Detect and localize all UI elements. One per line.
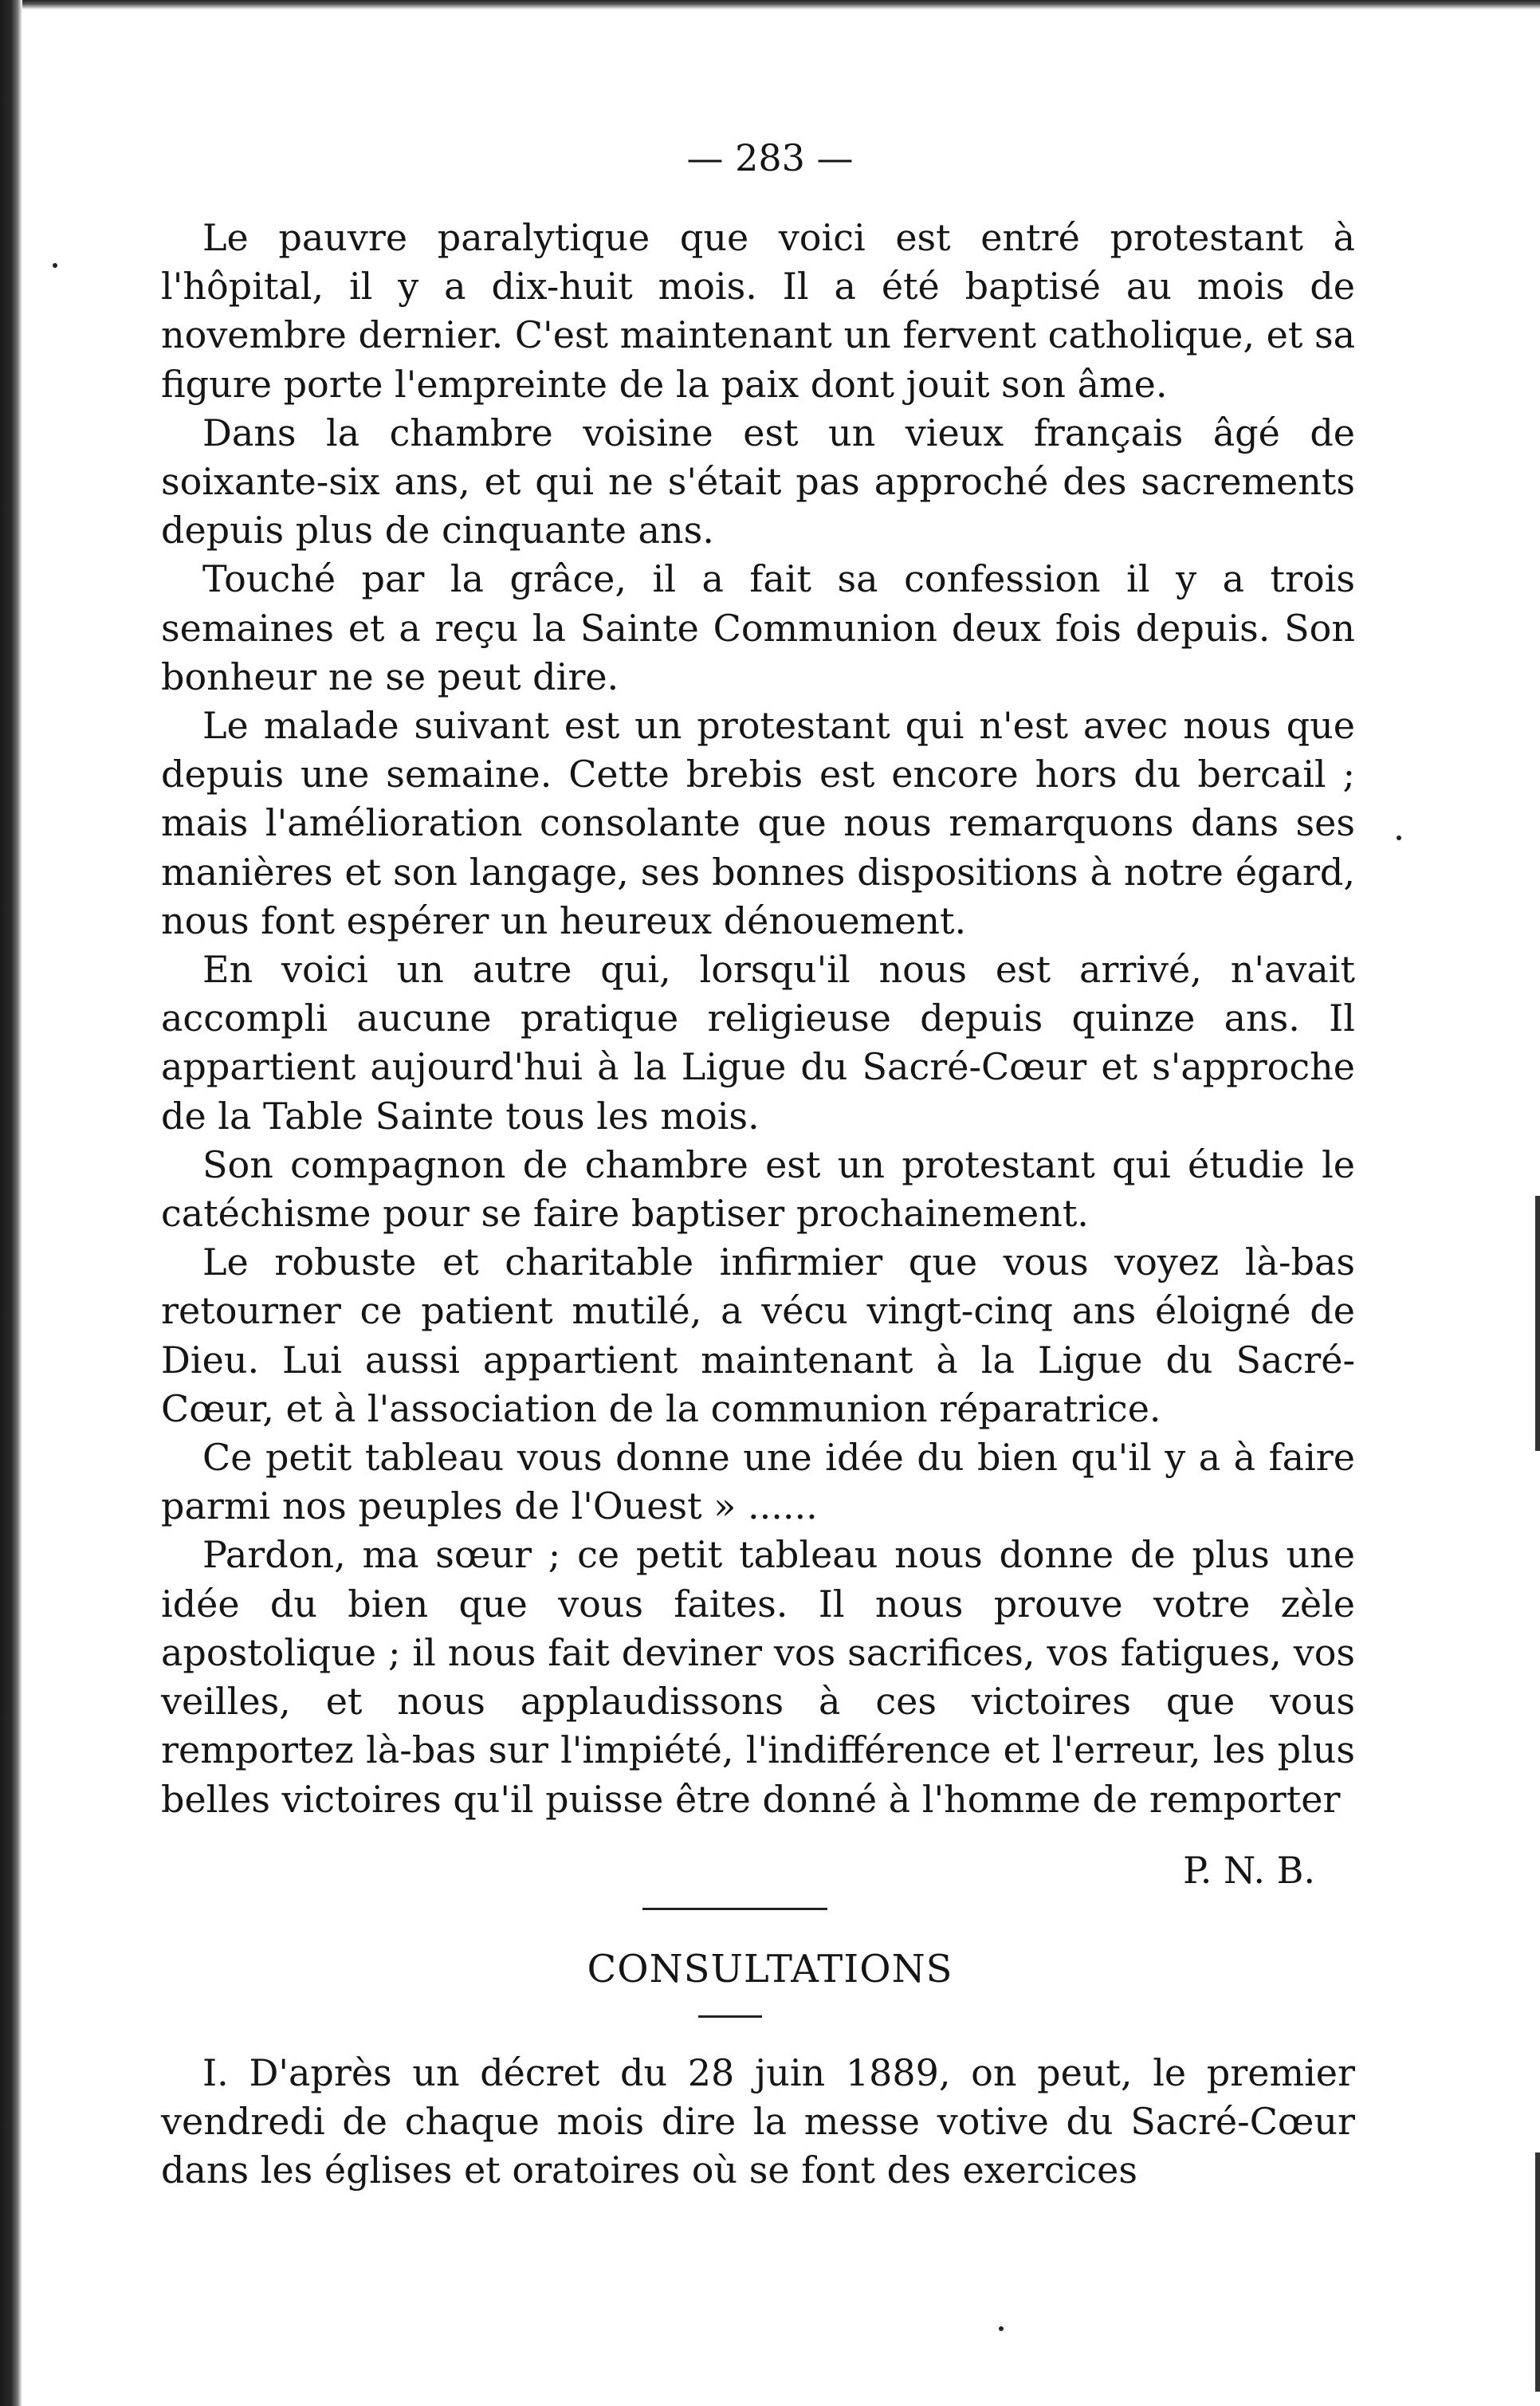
paragraph: Le malade suivant est un protestant qui n'est avec nous que depuis une semaine. Cette brebis est encore hors du bercail ; mais l'amélioration consolante que nous remarquons dans ses manières et son langage, ses bonnes dispositions à notre égard, nous font espérer un heureux dénouement.	[161, 704, 1355, 942]
paragraph: Dans la chambre voisine est un vieux français âgé de soixante-six ans, et qui ne s'était pas approché des sacrements depuis plus de cinquante ans.	[161, 411, 1355, 552]
scan-speck	[53, 263, 57, 268]
paragraph: En voici un autre qui, lorsqu'il nous est arrivé, n'avait accompli aucune pratique religieuse depuis quinze ans. Il appartient aujourd'hui à la Ligue du Sacré-Cœur et s'approche de la Table Sainte tous les mois.	[161, 948, 1355, 1138]
section-title: CONSULTATIONS	[587, 1947, 953, 1991]
paragraph: Touché par la grâce, il a fait sa confession il y a trois semaines et a reçu la Sainte Communion deux fois depuis. Son bonheur ne se peut dire.	[161, 557, 1355, 698]
scan-speck	[999, 2326, 1004, 2331]
paragraph: Le robuste et charitable infirmier que vous voyez là-bas retourner ce patient mutilé, a vécu vingt-cinq ans éloigné de Dieu. Lui aussi appartient maintenant à la Ligue du Sacré-Cœur, et à l'association de la communion réparatrice.	[161, 1240, 1355, 1430]
paragraph: Ce petit tableau vous donne une idée du bien qu'il y a à faire parmi nos peuples de l'Ouest » ......	[161, 1436, 1355, 1528]
paragraph: Le pauvre paralytique que voici est entré protestant à l'hôpital, il y a dix-huit mois. Il a été baptisé au mois de novembre dernier. C'est maintenant un fervent catholique, et sa figure porte l'empreinte de la paix dont jouit son âme.	[161, 216, 1355, 406]
scan-top-edge	[22, 0, 1540, 10]
signature: P. N. B.	[1183, 1849, 1315, 1892]
scan-right-edge-mark	[1535, 1196, 1540, 1451]
scan-right-edge-mark	[1535, 2152, 1540, 2392]
section-divider	[642, 1908, 827, 1910]
scan-speck	[1397, 835, 1401, 840]
paragraph: Pardon, ma sœur ; ce petit tableau nous donne de plus une idée du bien que vous faites. Il nous prouve votre zèle apostolique ; il nous fait deviner vos sacrifices, vos fatigues, vos veilles, et nous applaudissons à ces victoires que vous remportez là-bas sur l'impiété, l'indifférence et l'erreur, les plus belles victoires qu'il puisse être donné à l'homme de remporter	[161, 1533, 1355, 1821]
paragraph: Son compagnon de chambre est un protestant qui étudie le catéchisme pour se faire baptiser prochainement.	[161, 1142, 1355, 1236]
paragraph: I. D'après un décret du 28 juin 1889, on peut, le premier vendredi de chaque mois dire la messe votive du Sacré-Cœur dans les églises et oratoires où se font des exercices	[161, 2051, 1355, 2192]
main-text	[161, 214, 1355, 1824]
title-underline	[698, 2015, 762, 2018]
consultations-text	[161, 2049, 1355, 2196]
scan-binding-edge	[0, 0, 22, 2406]
page-number: — 283 —	[686, 136, 854, 179]
